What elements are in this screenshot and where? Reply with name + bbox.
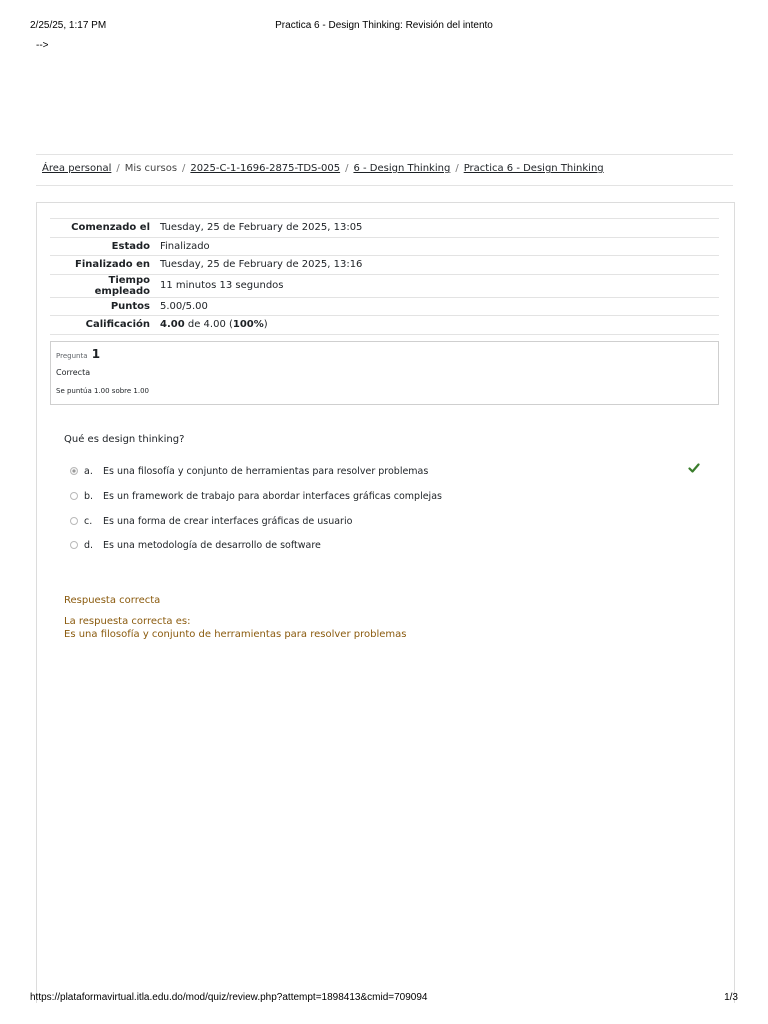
summary-label: Comenzado el [71,222,150,234]
answer-letter: a. [84,466,93,477]
question-grade: Se puntúa 1.00 sobre 1.00 [56,387,150,395]
breadcrumb-item-quiz[interactable]: Practica 6 - Design Thinking [463,163,604,174]
answer-text: Es una filosofía y conjunto de herramientas para resolver problemas [103,466,429,477]
radio-icon[interactable] [70,541,78,549]
summary-row [50,237,719,256]
grade-percent: 100% [232,319,264,331]
radio-icon[interactable] [70,492,78,500]
answer-option-b[interactable] [70,491,442,505]
attempt-summary-table [50,218,719,335]
question-prefix: Pregunta [56,352,88,360]
summary-label: Estado [111,240,150,252]
grade-value [156,316,719,335]
right-answer-label: La respuesta correcta es: [64,616,191,627]
grade-of: de 4.00 ( [184,319,233,331]
grade-label: Calificación [85,319,150,331]
breadcrumb-item-section[interactable]: 6 - Design Thinking [353,163,451,174]
breadcrumb [42,163,604,174]
breadcrumb-separator: / [182,163,186,174]
summary-row-grade [50,316,719,335]
summary-label: Finalizado en [75,259,150,271]
print-page-number: 1/3 [724,992,738,1003]
question-number-line [56,347,100,361]
breadcrumb-item-area-personal[interactable]: Área personal [42,163,112,174]
answer-option-c[interactable] [70,516,352,530]
question-info-box [50,341,719,405]
radio-icon[interactable] [70,517,78,525]
breadcrumb-separator: / [116,163,120,174]
answer-text: Es un framework de trabajo para abordar interfaces gráficas complejas [103,491,442,502]
print-url: https://plataformavirtual.itla.edu.do/mod/quiz/review.php?attempt=1898413&cmid=709094 [30,992,428,1003]
right-answer-text: Es una filosofía y conjunto de herramientas para resolver problemas [64,629,407,640]
question-state: Correcta [56,368,91,377]
answer-option-d[interactable] [70,540,321,554]
print-doc-title: Practica 6 - Design Thinking: Revisión del intento [275,20,493,31]
breadcrumb-bar [36,154,733,186]
summary-value: Tuesday, 25 de February de 2025, 13:05 [160,222,363,234]
feedback-text: Respuesta correcta [64,595,161,606]
answer-option-a[interactable] [70,466,428,480]
summary-row [50,274,719,297]
breadcrumb-item-mis-cursos: Mis cursos [124,163,178,174]
question-outcome [64,594,406,641]
grade-close: ) [263,319,268,331]
summary-value: 11 minutos 13 segundos [160,280,284,291]
summary-row [50,219,719,238]
print-datetime: 2/25/25, 1:17 PM [30,20,107,31]
answer-letter: b. [84,491,94,502]
stray-comment-text: --> [36,40,49,51]
breadcrumb-separator: / [345,163,349,174]
print-header [30,20,738,34]
summary-value: Finalizado [160,240,210,252]
answer-text: Es una forma de crear interfaces gráficas de usuario [103,516,353,527]
summary-value: Tuesday, 25 de February de 2025, 13:16 [160,259,363,271]
summary-label: Puntos [110,300,150,312]
summary-value: 5.00/5.00 [160,300,208,312]
check-icon [688,462,700,474]
answer-text: Es una metodología de desarrollo de software [103,540,321,551]
breadcrumb-separator: / [455,163,459,174]
question-text: Qué es design thinking? [64,434,185,445]
summary-label: Tiempo empleado [94,274,150,297]
answer-letter: d. [84,540,94,551]
radio-selected-icon[interactable] [70,467,78,475]
answer-letter: c. [84,516,93,527]
breadcrumb-item-course[interactable]: 2025-C-1-1696-2875-TDS-005 [190,163,341,174]
grade-score: 4.00 [160,319,185,331]
question-number: 1 [91,347,101,361]
summary-row [50,297,719,316]
summary-row [50,256,719,275]
